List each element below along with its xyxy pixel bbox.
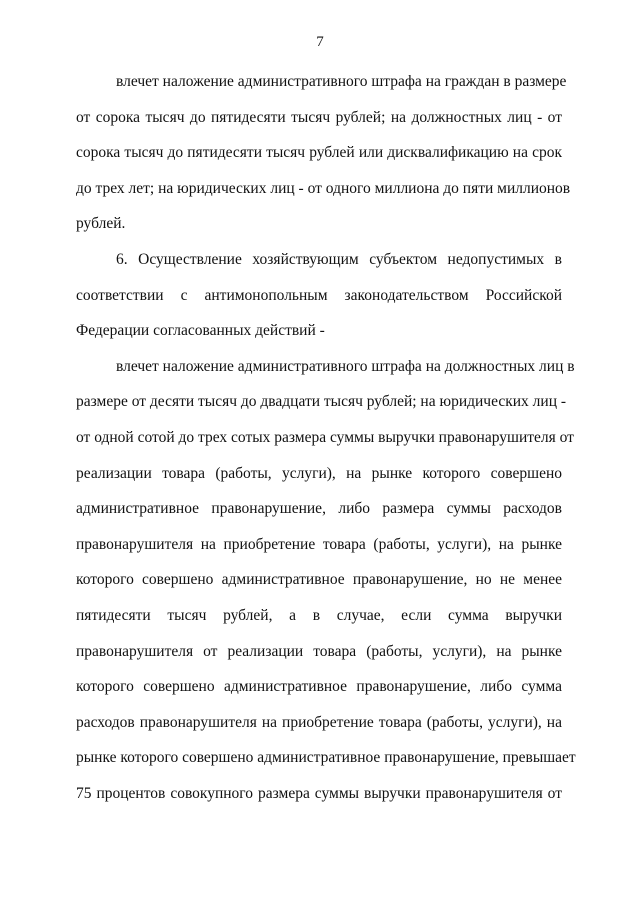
text-line: влечет наложение административного штрафа на должностных лиц в xyxy=(116,357,575,375)
text-line: 6. Осуществление хозяйствующим субъектом недопустимых в xyxy=(116,250,562,268)
text-line: расходов правонарушителя на приобретение товара (работы, услуги), на xyxy=(76,713,562,731)
text-line: рынке которого совершено административное правонарушение, превышает xyxy=(76,749,576,767)
text-line: которого совершено административное правонарушение, либо сумма xyxy=(76,678,562,696)
page-number: 7 xyxy=(316,34,324,50)
text-line: которого совершено административное правонарушение, но не менее xyxy=(76,571,562,589)
text-line: реализации товара (работы, услуги), на рынке которого совершено xyxy=(76,464,562,482)
text-line: Федерации согласованных действий - xyxy=(76,322,325,340)
text-line: до трех лет; на юридических лиц - от одного миллиона до пяти миллионов xyxy=(76,179,571,197)
text-line: влечет наложение административного штрафа на граждан в размере xyxy=(116,73,567,90)
text-line: размере от десяти тысяч до двадцати тысяч рублей; на юридических лиц - xyxy=(76,393,567,411)
text-line: правонарушителя на приобретение товара (работы, услуги), на рынке xyxy=(76,535,562,553)
text-line: рублей. xyxy=(76,215,126,233)
text-line: от сорока тысяч до пятидесяти тысяч рублей; на должностных лиц - от xyxy=(76,108,562,126)
text-line: 75 процентов совокупного размера суммы выручки правонарушителя от xyxy=(76,784,562,802)
text-line: соответствии с антимонопольным законодательством Российской xyxy=(76,286,562,304)
text-line: правонарушителя от реализации товара (работы, услуги), на рынке xyxy=(76,642,562,660)
text-line: административное правонарушение, либо размера суммы расходов xyxy=(76,500,562,518)
document-body xyxy=(76,64,576,811)
text-line: сорока тысяч до пятидесяти тысяч рублей или дисквалификацию на срок xyxy=(76,144,562,162)
text-line: пятидесяти тысяч рублей, а в случае, если сумма выручки xyxy=(76,606,562,624)
text-line: от одной сотой до трех сотых размера суммы выручки правонарушителя от xyxy=(76,428,574,446)
